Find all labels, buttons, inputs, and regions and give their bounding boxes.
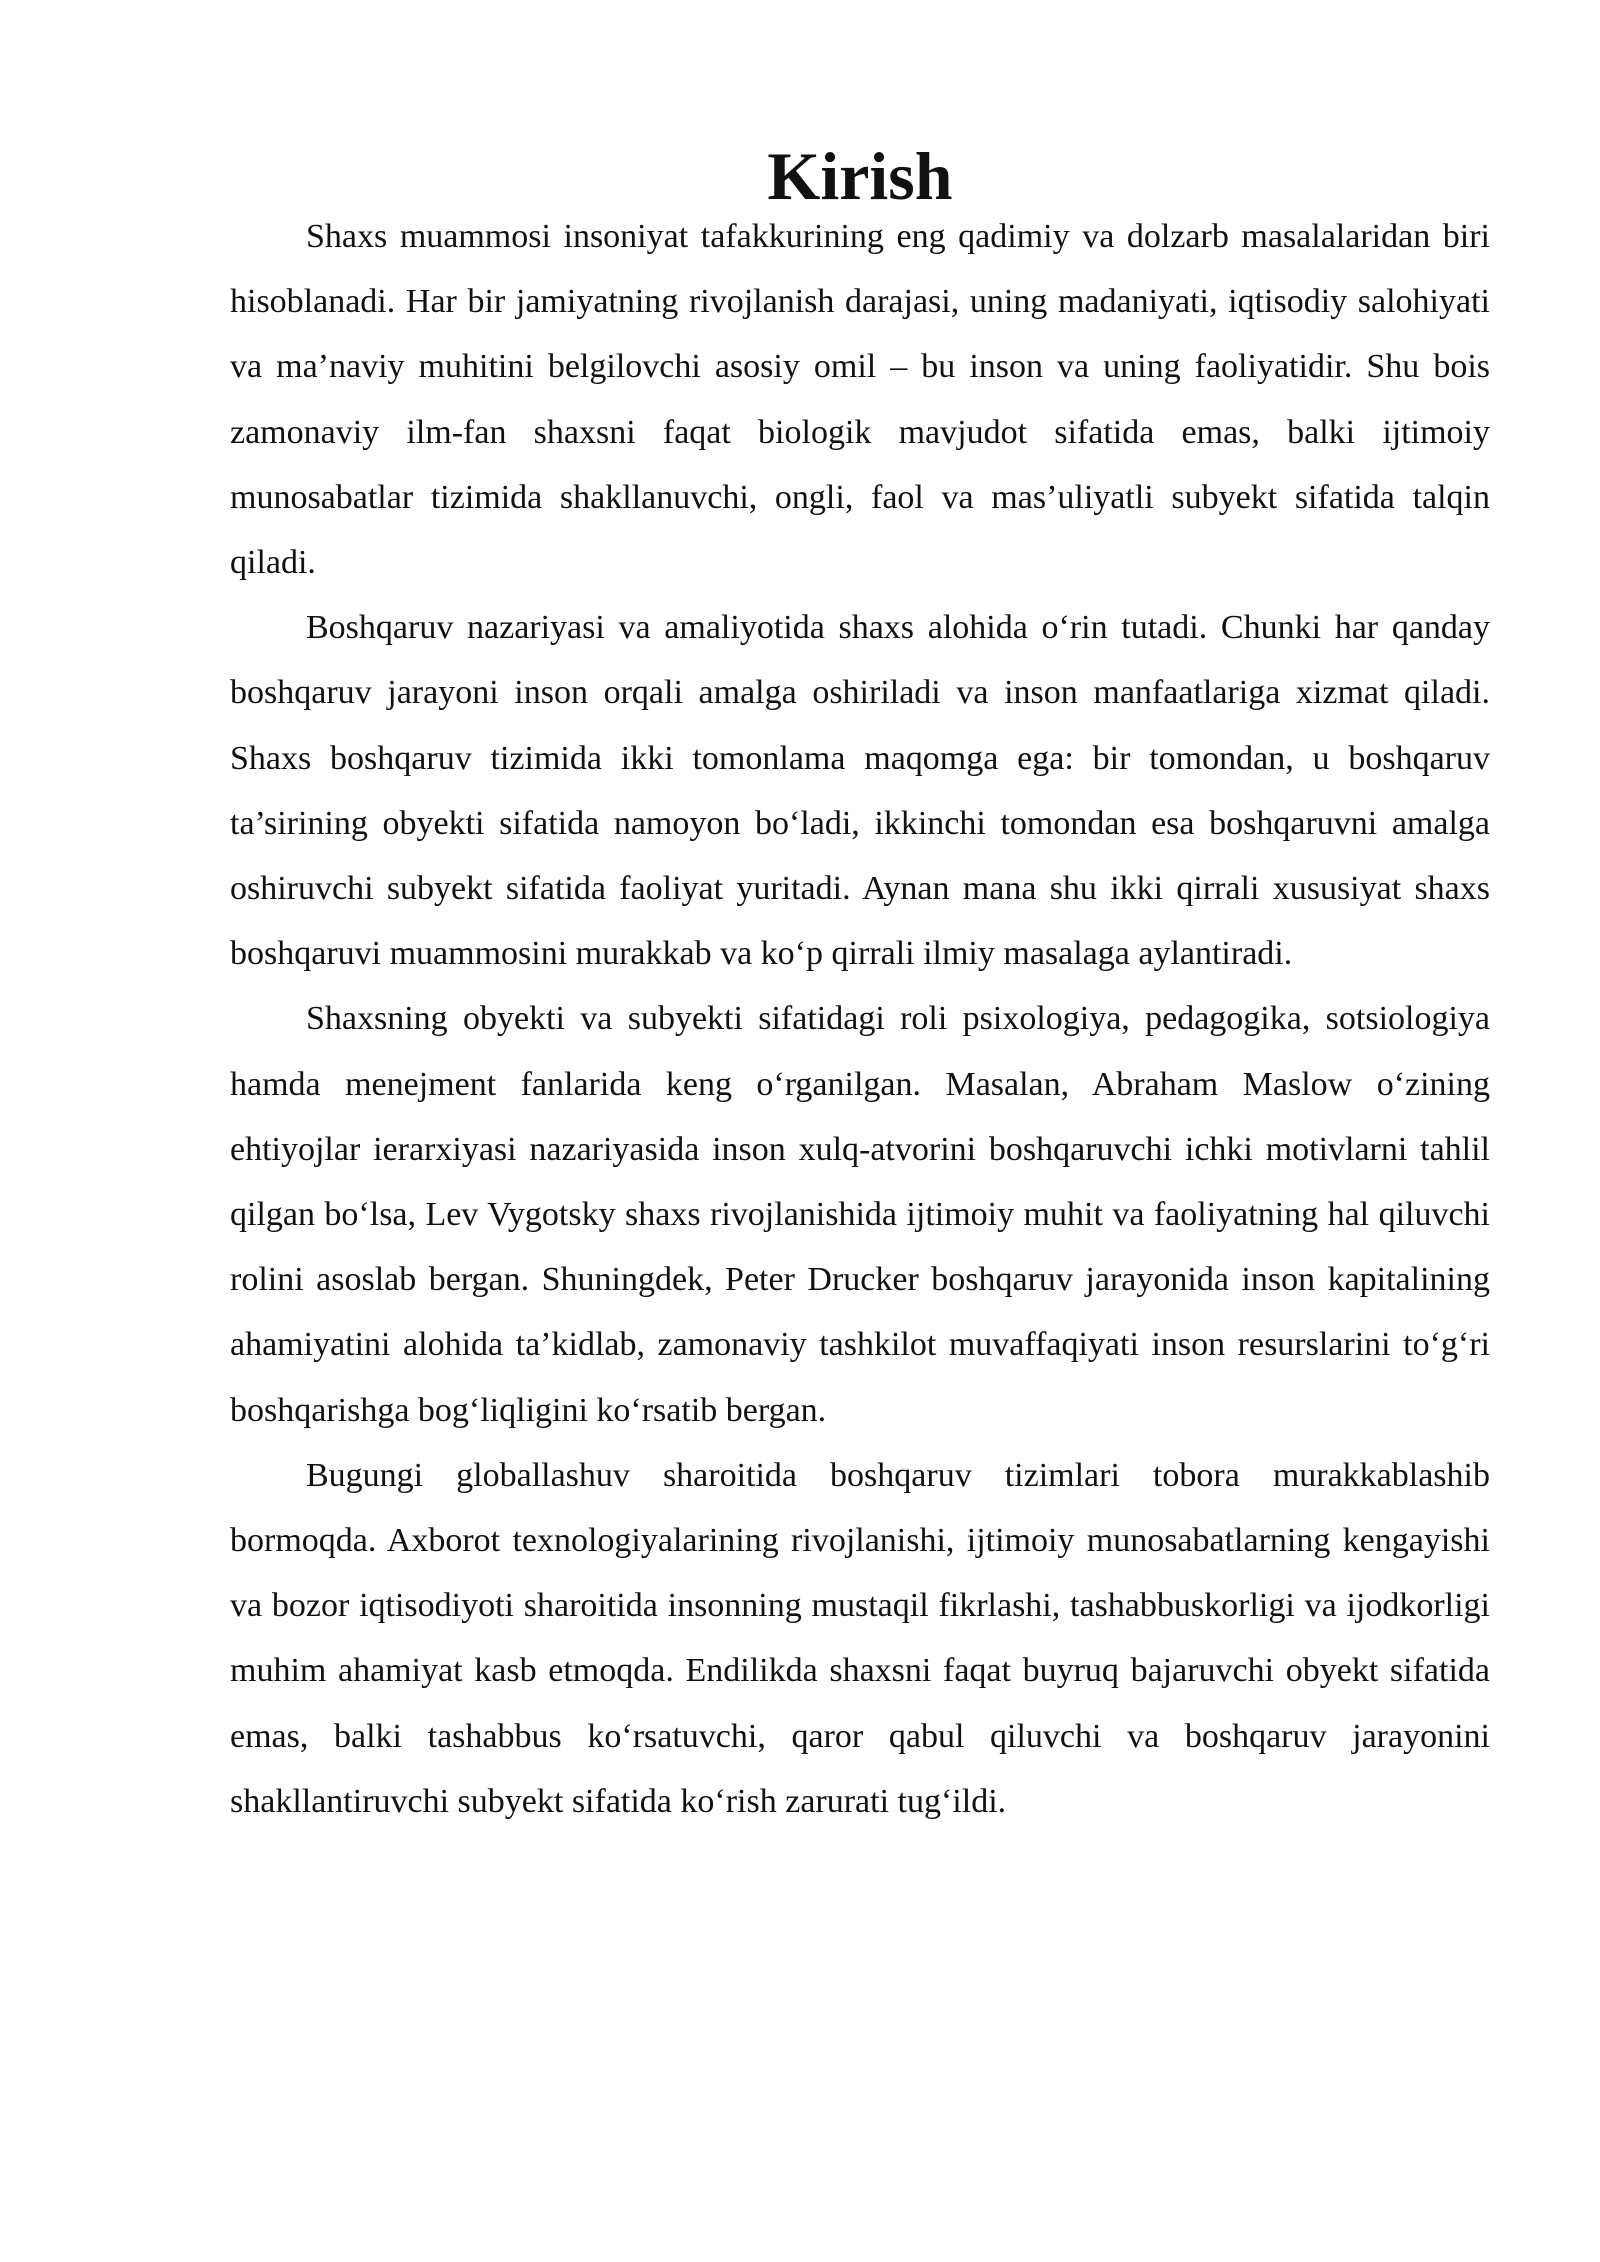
document-title: Kirish — [767, 138, 953, 214]
document-body — [230, 138, 1490, 1834]
paragraph-1: Shaxs muammosi insoniyat tafakkurining eng qadimiy va dolzarb masalalaridan biri hisoblanadi. Har bir jamiyatning rivojlanish darajasi, uning madaniyati, iqtisodiy salohiyati va ma’naviy muhitini belgilovchi asosiy omil – bu inson va uning faoliyatidir. Shu bois zamonaviy ilm-fan shaxsni faqat biologik mavjudot sifatida emas, balki ijtimoiy munosabatlar tizimida shakllanuvchi, ongli, faol va mas’uliyatli subyekt sifatida talqin qiladi. — [230, 218, 1490, 582]
paragraph-3: Shaxsning obyekti va subyekti sifatidagi roli psixologiya, pedagogika, sotsiologiya hamda menejment fanlarida keng o‘rganilgan. Masalan, Abraham Maslow o‘zining ehtiyojlar ierarxiyasi nazariyasida inson xulq-atvorini boshqaruvchi ichki motivlarni tahlil qilgan bo‘lsa, Lev Vygotsky shaxs rivojlanishida ijtimoiy muhit va faoliyatning hal qiluvchi rolini asoslab bergan. Shuningdek, Peter Drucker boshqaruv jarayonida inson kapitalining ahamiyatini alohida ta’kidlab, zamonaviy tashkilot muvaffaqiyati inson resurslarini to‘g‘ri boshqarishga bog‘liqligini ko‘rsatib bergan. — [230, 1000, 1490, 1429]
paragraph-4: Bugungi globallashuv sharoitida boshqaruv tizimlari tobora murakkablashib bormoqda. Axborot texnologiyalarining rivojlanishi, ijtimoiy munosabatlarning kengayishi va bozor iqtisodiyoti sharoitida insonning mustaqil fikrlashi, tashabbuskorligi va ijodkorligi muhim ahamiyat kasb etmoqda. Endilikda shaxsni faqat buyruq bajaruvchi obyekt sifatida emas, balki tashabbus ko‘rsatuvchi, qaror qabul qiluvchi va boshqaruv jarayonini shakllantiruvchi subyekt sifatida ko‘rish zarurati tug‘ildi. — [230, 1456, 1490, 1820]
paragraph-2: Boshqaruv nazariyasi va amaliyotida shaxs alohida o‘rin tutadi. Chunki har qanday boshqaruv jarayoni inson orqali amalga oshiriladi va inson manfaatlariga xizmat qiladi. Shaxs boshqaruv tizimida ikki tomonlama maqomga ega: bir tomondan, u boshqaruv ta’sirining obyekti sifatida namoyon bo‘ladi, ikkinchi tomondan esa boshqaruvni amalga oshiruvchi subyekt sifatida faoliyat yuritadi. Aynan mana shu ikki qirrali xususiyat shaxs boshqaruvi muammosini murakkab va ko‘p qirrali ilmiy masalaga aylantiradi. — [230, 609, 1490, 973]
